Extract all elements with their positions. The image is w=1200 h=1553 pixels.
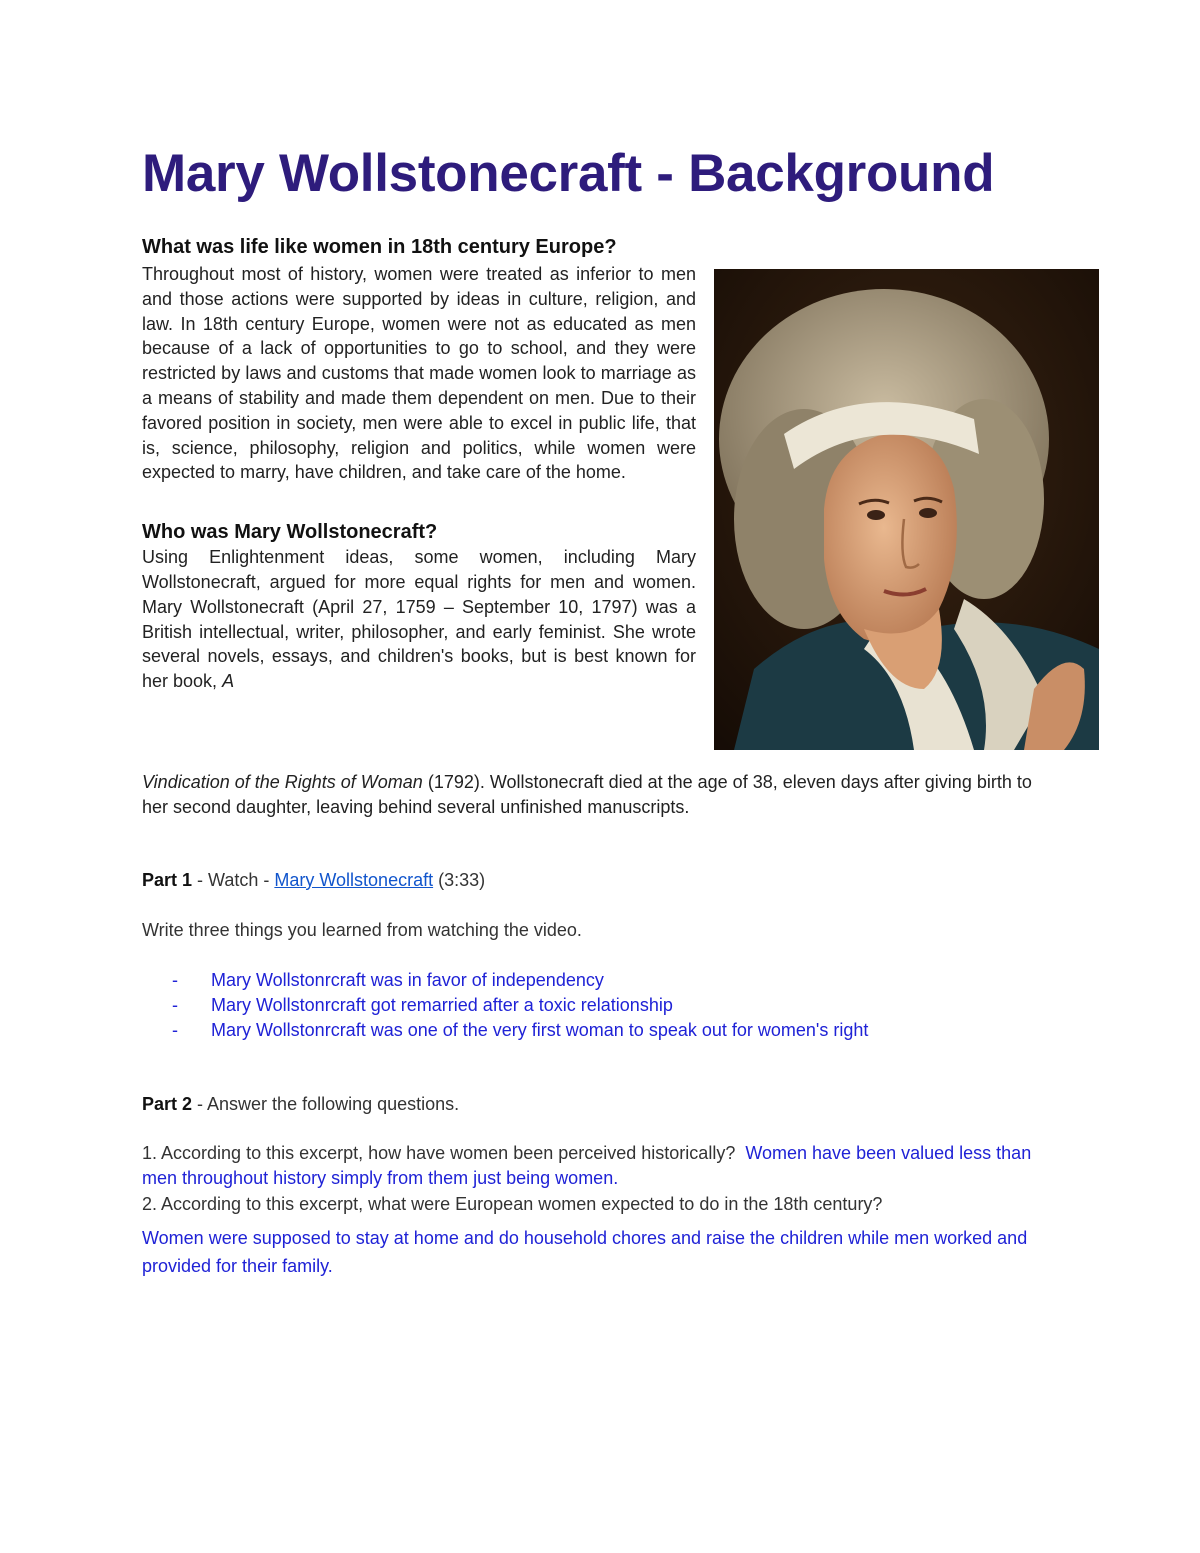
answer-1-text: Women have been valued less than men throughout history simply from them just being women.: [142, 1143, 1032, 1188]
section2-body-tail: [142, 770, 1062, 820]
part2-instruction: - Answer the following questions.: [192, 1094, 460, 1114]
video-link[interactable]: Mary Wollstonecraft: [274, 870, 434, 890]
bullet-marker: -: [172, 995, 178, 1015]
part2-question-1: [142, 1141, 1062, 1191]
part1-instruction: Write three things you learned from watching the video.: [142, 920, 582, 940]
list-item: [172, 968, 1072, 993]
bullet-marker: -: [172, 1020, 178, 1040]
part2-label: Part 2: [142, 1094, 193, 1114]
answer-text: Mary Wollstonrcraft got remarried after a toxic relationship: [211, 995, 673, 1015]
bio-lead-text: Using Enlightenment ideas, some women, including Mary Wollstonecraft, argued for more equal rights for men and women. Mary Wollstonecraft (April 27, 1759 – September 10, 1797) was a British intellectual, writer, philosopher, and early feminist. She wrote several novels, essays, and children's books, but is best known for her book,: [142, 547, 696, 692]
portrait-image: [714, 269, 1099, 750]
bio-tail-text: (1792). Wollstonecraft died at the age of 38, eleven days after giving birth to her second daughter, leaving behind several unfinished manuscripts.: [142, 772, 1032, 817]
book-title: Vindication of the Rights of Woman: [142, 772, 423, 792]
part2-answer-2: Women were supposed to stay at home and do household chores and raise the children while men worked and provided for their family.: [142, 1228, 1028, 1276]
section2-body-lead: [142, 545, 696, 694]
answer-text: Mary Wollstonrcraft was in favor of independency: [211, 970, 604, 990]
bullet-marker: -: [172, 970, 178, 990]
part1-label: Part 1: [142, 870, 193, 890]
list-item: [172, 993, 1072, 1018]
intro-column: [142, 232, 696, 694]
book-title-start: A: [222, 671, 235, 692]
page-title: Mary Wollstonecraft - Background: [142, 144, 995, 203]
part2-heading: [142, 1092, 1102, 1117]
answer-text: Mary Wollstonrcraft was one of the very first woman to speak out for women's right: [211, 1020, 869, 1040]
part2-question-2: 2. According to this excerpt, what were European women expected to do in the 18th century?: [142, 1194, 883, 1214]
answer-list: [172, 968, 1072, 1043]
part1-heading: [142, 868, 1102, 893]
question-1-text: 1. According to this excerpt, how have women been perceived historically?: [142, 1143, 736, 1163]
portrait-painting: [714, 269, 1099, 750]
section1-question: What was life like women in 18th century Europe?: [142, 236, 617, 258]
list-item: [172, 1018, 1072, 1043]
section1-body: Throughout most of history, women were treated as inferior to men and those actions were supported by ideas in culture, religion, and law. In 18th century Europe, women were not as educated as men because of a lack of opportunities to go to school, and they were restricted by laws and customs that made women look to marriage as a means of stability and made them dependent on men. Due to their favored position in society, men were able to excel in public life, that is, science, philosophy, religion and politics, while women were expected to marry, have children, and take care of the home.: [142, 264, 696, 483]
part1-sep: - Watch -: [192, 870, 275, 890]
section2-question: Who was Mary Wollstonecraft?: [142, 521, 438, 544]
video-duration: (3:33): [433, 870, 486, 890]
